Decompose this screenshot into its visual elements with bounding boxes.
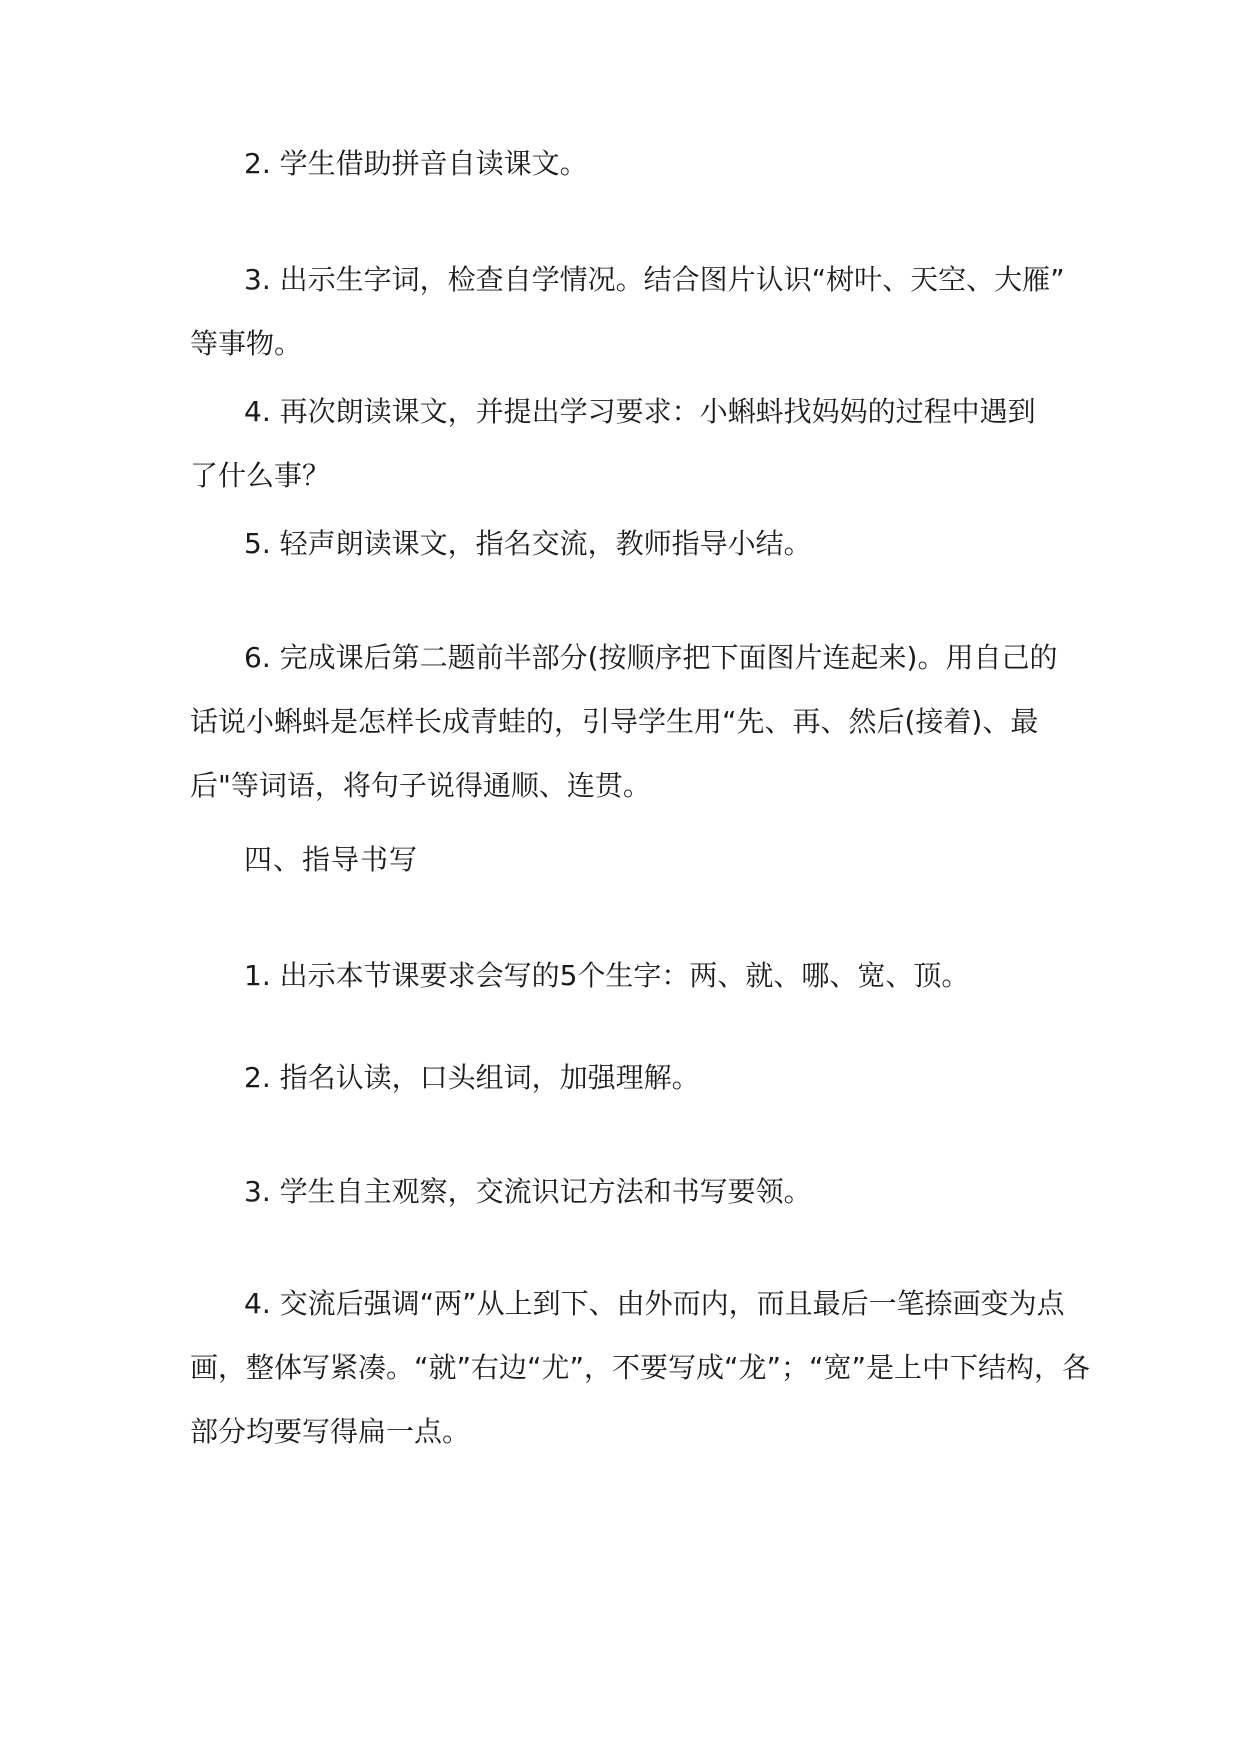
paragraph-writing-step-1 xyxy=(190,944,1090,1008)
paragraph-line: 5. 轻声朗读课文，指名交流，教师指导小结。 xyxy=(244,527,812,560)
paragraph-line: 后"等词语，将句子说得通顺、连贯。 xyxy=(190,769,651,802)
paragraph-writing-step-4 xyxy=(190,1272,1090,1464)
paragraph-line: 4. 交流后强调“两”从上到下、由外而内，而且最后一笔捺画变为点 xyxy=(244,1287,1065,1320)
paragraph-line: 3. 学生自主观察，交流识记方法和书写要领。 xyxy=(244,1175,812,1208)
paragraph-writing-step-3 xyxy=(190,1160,1090,1224)
paragraph-line: 了什么事？ xyxy=(190,459,331,492)
paragraph-line: 2. 指名认读，口头组词，加强理解。 xyxy=(244,1061,700,1094)
paragraph-line: 2. 学生借助拼音自读课文。 xyxy=(244,147,588,180)
paragraph-writing-step-2 xyxy=(190,1046,1090,1110)
paragraph-step-6-exercise xyxy=(190,626,1090,818)
section-heading-writing-guidance xyxy=(190,828,1090,892)
paragraph-line: 3. 出示生字词，检查自学情况。结合图片认识“树叶、天空、大雁” xyxy=(244,263,1065,296)
paragraph-step-4-reread xyxy=(190,380,1090,508)
paragraph-line: 话说小蝌蚪是怎样长成青蛙的，引导学生用“先、再、然后(接着)、最 xyxy=(190,705,1039,738)
paragraph-line: 画，整体写紧凑。“就”右边“尤”，不要写成“龙”；“宽”是上中下结构，各 xyxy=(190,1351,1091,1384)
section-heading-text: 四、指导书写 xyxy=(244,843,419,876)
paragraph-step-2-self-reading xyxy=(190,132,1090,196)
paragraph-line: 部分均要写得扁一点。 xyxy=(190,1415,471,1448)
paragraph-line: 等事物。 xyxy=(190,327,303,360)
paragraph-step-5-quiet-reading xyxy=(190,512,1090,576)
paragraph-line: 1. 出示本节课要求会写的5个生字：两、就、哪、宽、顶。 xyxy=(244,959,970,992)
paragraph-line: 6. 完成课后第二题前半部分(按顺序把下面图片连起来)。用自己的 xyxy=(244,641,1058,674)
paragraph-line: 4. 再次朗读课文，并提出学习要求：小蝌蚪找妈妈的过程中遇到 xyxy=(244,395,1036,428)
paragraph-step-3-new-words xyxy=(190,248,1090,376)
